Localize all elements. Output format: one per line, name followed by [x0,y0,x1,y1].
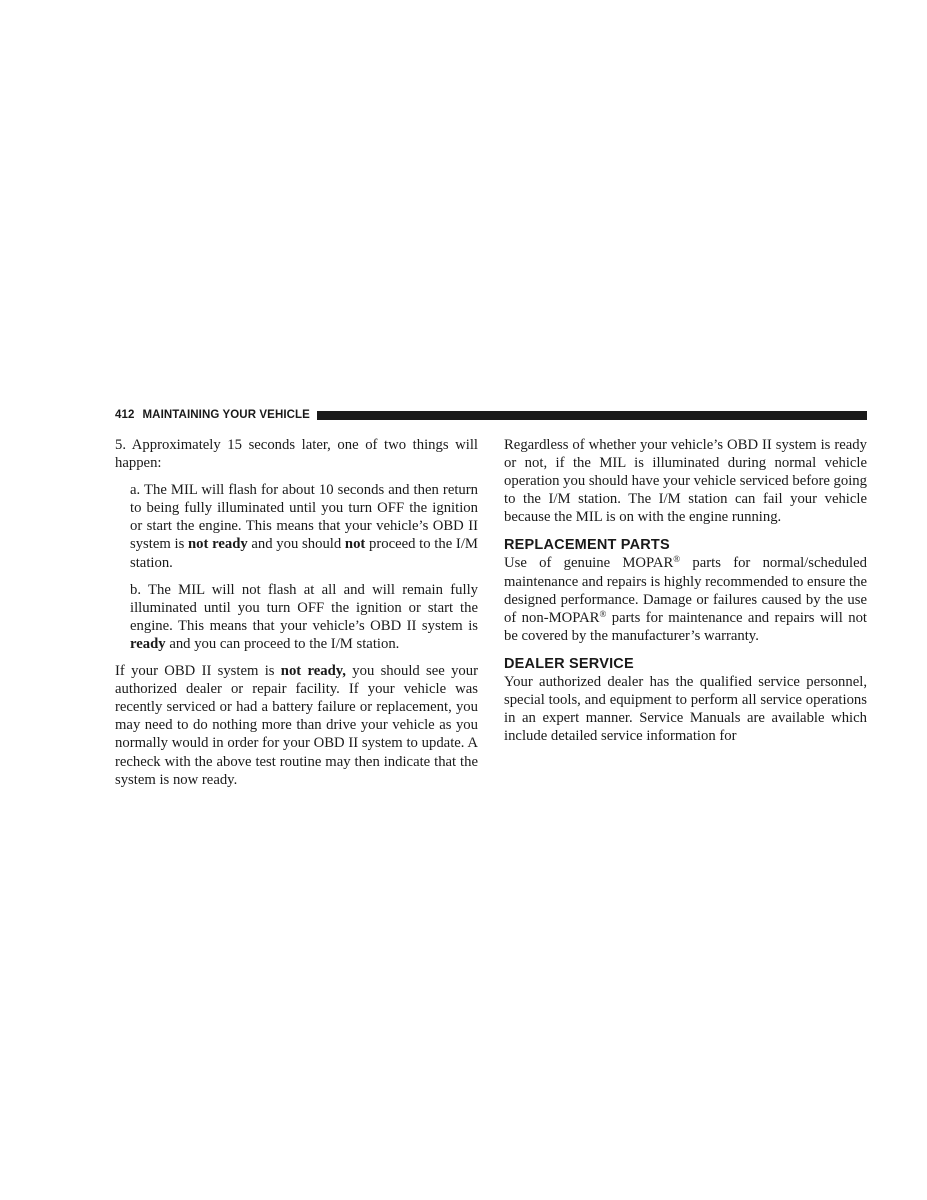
item-b-text-1: b. The MIL will not flash at all and will remain fully illuminated until you turn OFF the ignition or start the engine. This means that your vehicle’s OBD II system is [130,581,478,634]
dealer-service-heading: DEALER SERVICE [504,655,634,672]
dealer-service-paragraph: Your authorized dealer has the qualified service personnel, special tools, and equipment to perform all service operations in an expert manner. Service Manuals are available which include detailed service information for [504,673,867,745]
item-a-text-3: proceed to the I/M station. [130,536,478,571]
replacement-text-1: Use of genuine MOPAR [504,555,674,572]
not-ready-paragraph [115,662,478,789]
registered-mark-2: ® [599,608,607,619]
registered-mark-1: ® [673,554,681,565]
regardless-paragraph: Regardless of whether your vehicle’s OBD II system is ready or not, if the MIL is illuminated during normal vehicle operation you should have your vehicle serviced before going to the I/M station. The I/M station can fail your vehicle because the MIL is on with the engine running. [504,437,867,526]
item-a-bold-2: not [344,536,366,553]
step-5-paragraph: 5. Approximately 15 seconds later, one of two things will happen: [115,437,478,472]
page-number: 412 [115,409,135,421]
page-header [115,408,867,422]
not-ready-bold: not ready, [280,663,346,680]
item-b-text-2: and you can proceed to the I/M station. [165,635,400,652]
item-b-paragraph [130,581,478,653]
item-a-bold-1: not ready [187,536,248,553]
right-column [504,436,867,745]
replacement-text-2: parts for normal/scheduled maintenance and repairs is highly recommended to ensure the designed performance. Damage or failures caused by the use of non-MOPAR [504,555,867,626]
replacement-text-3: parts for maintenance and repairs will not be covered by the manufacturer’s warranty. [504,609,867,644]
item-b-bold-1: ready [130,635,166,652]
item-a-text-1: a. The MIL will flash for about 10 seconds and then return to being fully illuminated until you turn OFF the ignition or start the engine. This means that your vehicle’s OBD II system is [130,482,478,553]
header-rule [317,411,867,420]
left-column [115,436,478,789]
section-title: MAINTAINING YOUR VEHICLE [142,409,310,421]
item-a-text-2: and you should [247,536,345,553]
not-ready-text-1: If your OBD II system is [115,663,281,680]
item-a-paragraph [130,481,478,571]
replacement-parts-paragraph [504,554,867,644]
replacement-parts-heading: REPLACEMENT PARTS [504,537,670,554]
not-ready-text-2: you should see your authorized dealer or repair facility. If your vehicle was recently serviced or had a battery failure or replacement, you may need to do nothing more than drive your vehicle as you normally would in order for your OBD II system to update. A recheck with the above test routine may then indicate that the system is now ready. [115,663,478,788]
